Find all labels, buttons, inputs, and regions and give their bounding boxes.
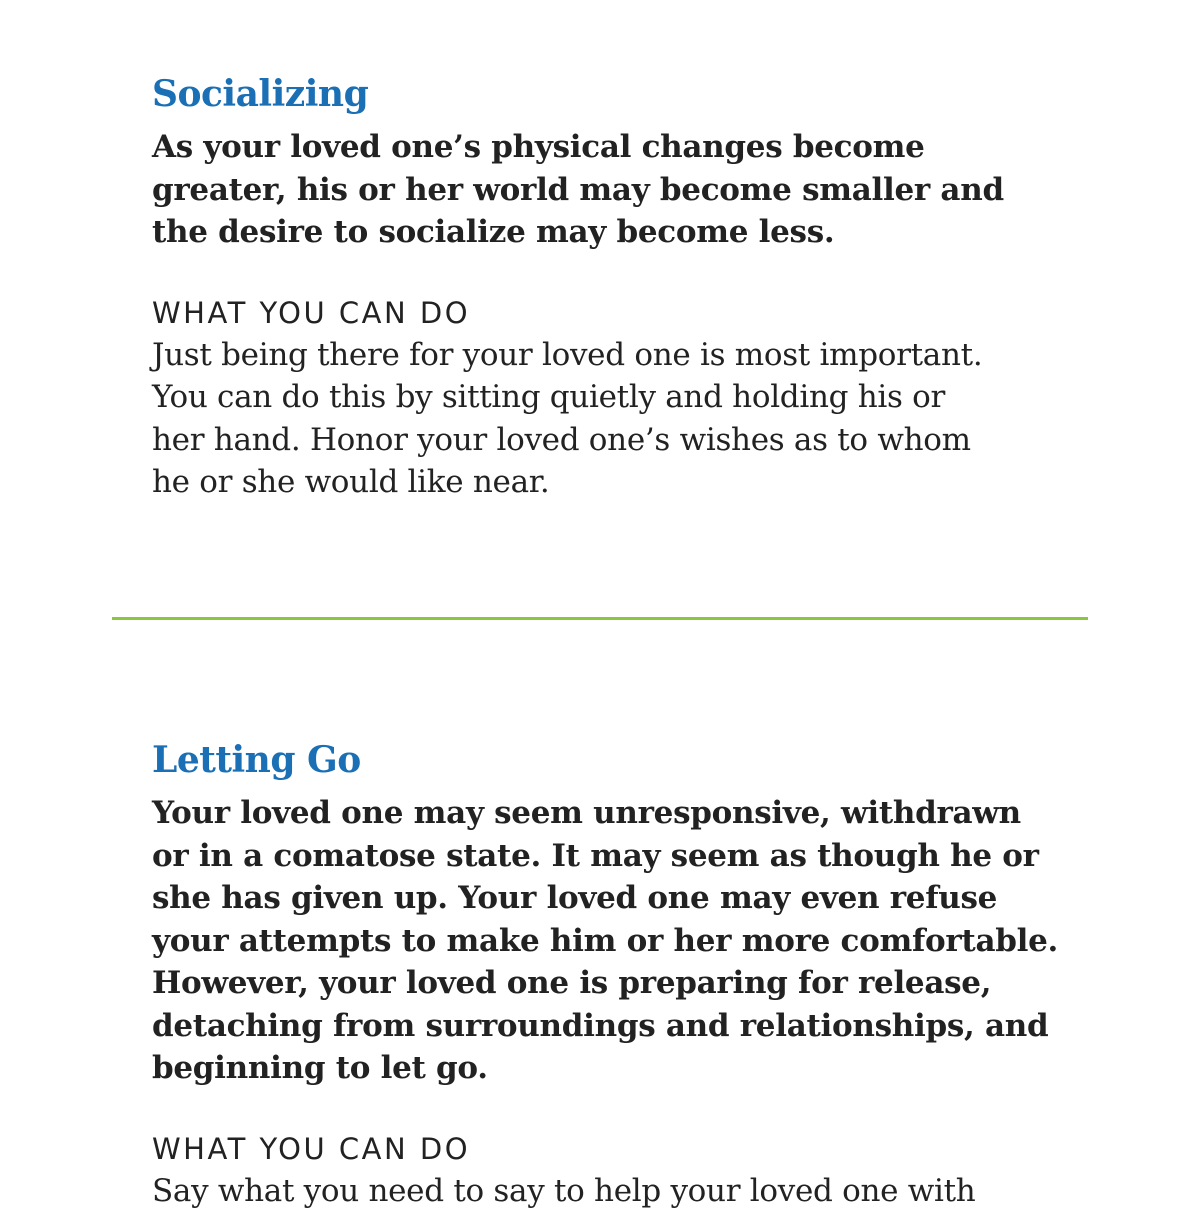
section-intro [152, 792, 1082, 1090]
intro-line: Your loved one may seem unresponsive, withdrawn [152, 795, 1021, 831]
intro-line: greater, his or her world may become smaller and [152, 172, 1004, 208]
what-you-can-do-label: WHAT YOU CAN DO [152, 1128, 1082, 1170]
section-body [152, 334, 1082, 504]
section-body [152, 1170, 1082, 1212]
intro-line: beginning to let go. [152, 1050, 488, 1086]
section-letting-go [152, 734, 1082, 1212]
body-line: Just being there for your loved one is most important. [152, 337, 982, 373]
section-socializing [152, 68, 1082, 504]
intro-line: However, your loved one is preparing for release, [152, 965, 991, 1001]
intro-line: As your loved one’s physical changes become [152, 129, 925, 165]
body-line: Say what you need to say to help your loved one with [152, 1173, 975, 1209]
intro-line: or in a comatose state. It may seem as though he or [152, 838, 1039, 874]
what-you-can-do-label: WHAT YOU CAN DO [152, 292, 1082, 334]
body-line: he or she would like near. [152, 464, 549, 500]
section-intro [152, 126, 1082, 254]
intro-line: detaching from surroundings and relationships, and [152, 1008, 1048, 1044]
section-heading: Letting Go [152, 734, 1082, 786]
body-line: You can do this by sitting quietly and holding his or [152, 379, 945, 415]
intro-line: she has given up. Your loved one may even refuse [152, 880, 997, 916]
section-divider [112, 617, 1088, 620]
body-line: her hand. Honor your loved one’s wishes as to whom [152, 422, 971, 458]
intro-line: your attempts to make him or her more comfortable. [152, 923, 1058, 959]
intro-line: the desire to socialize may become less. [152, 214, 834, 250]
section-heading: Socializing [152, 68, 1082, 120]
